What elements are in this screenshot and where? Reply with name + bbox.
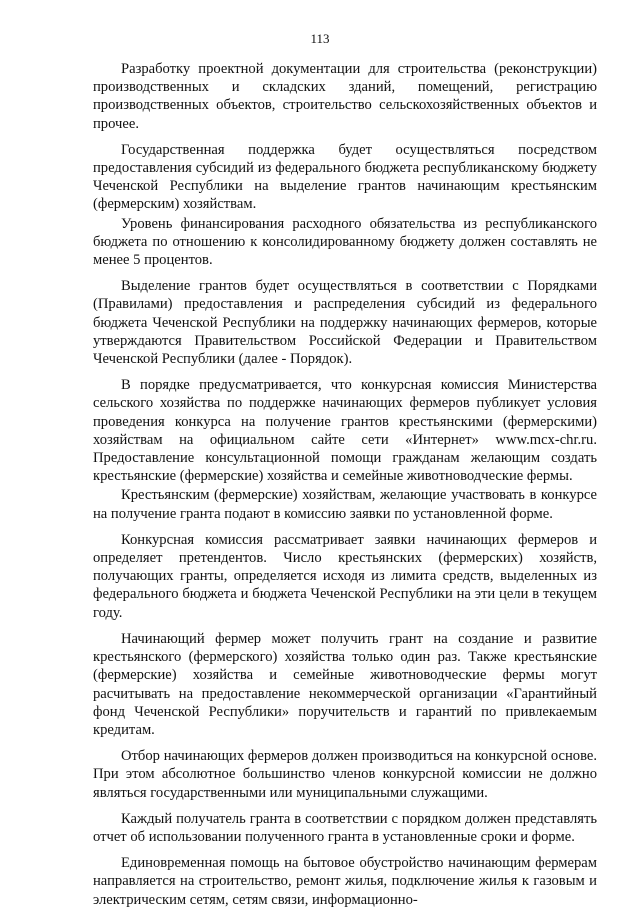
- paragraph-grant-report: Каждый получатель гранта в соответствии с порядком должен представлять отчет об использовании полученного гранта в установленные сроки и форме.: [93, 810, 597, 845]
- paragraph-state-support: Государственная поддержка будет осуществляться посредством предоставления субсидий из федерального бюджета республиканскому бюджету Чеченской Республики на выделение грантов начинающим крестьянским (фермерским) хозяйствам.: [93, 141, 597, 213]
- paragraph-household-assistance: Единовременная помощь на бытовое обустройство начинающим фермерам направляется на строительство, ремонт жилья, подключение жилья к газовым и электрическим сетям, сетям связи, информационно-: [93, 855, 597, 908]
- paragraph-commission-review: Конкурсная комиссия рассматривает заявки начинающих фермеров и определяет претендентов. Число крестьянских (фермерских) хозяйств, получающих гранты, определяется исходя из лимита средств, выделенных из федерального бюджета и бюджета Чеченской Республики на эти цели в текущем году.: [93, 531, 597, 621]
- paragraph-project-documentation: Разработку проектной документации для строительства (реконструкции) производственных и складских зданий, помещений, регистрацию производственных объектов, строительство сельскохозяйственных объектов и прочее.: [93, 61, 597, 132]
- paragraph-applications: Крестьянским (фермерские) хозяйствам, желающие участвовать в конкурсе на получение гранта подают в комиссию заявки по установленной форме.: [93, 487, 597, 522]
- paragraph-farmer-selection: Отбор начинающих фермеров должен производиться на конкурсной основе. При этом абсолютное большинство членов конкурсной комиссии не должно являться государственными или муниципальными служащими.: [93, 748, 597, 801]
- paragraph-competition-procedure: В порядке предусматривается, что конкурсная комиссия Министерства сельского хозяйства по поддержке начинающих фермеров публикует условия проведения конкурса на получение грантов крестьянскими (фермерскими) хозяйствам на официальном сайте сети «Интернет» www.mcx-chr.ru. Предоставление консультационной помощи гражданам желающим создать крестьянские (фермерские) хозяйства и семейные животноводческие фермы.: [93, 377, 597, 485]
- page-number: 113: [310, 31, 330, 46]
- paragraph-grant-allocation: Выделение грантов будет осуществляться в соответствии с Порядками (Правилами) предоставления и распределения субсидий из федерального бюджета Чеченской Республики на поддержку начинающих фермеров, которые утверждаются Правительством Российской Федерации и Правительством Чеченской Республики (далее - Порядок).: [93, 278, 597, 368]
- document-body: [93, 60, 597, 909]
- paragraph-one-time-grant: Начинающий фермер может получить грант на создание и развитие крестьянского (фермерского) хозяйства только один раз. Также крестьянские (фермерские) хозяйства и семейные животноводческие фермы могут расчитывать на предоставление некоммерческой организации «Гарантийный фонд Чеченской Республики» поручительств и гарантий по привлекаемым кредитам.: [93, 630, 597, 738]
- paragraph-financing-level: Уровень финансирования расходного обязательства из республиканского бюджета по отношению к консолидированному бюджету должен составлять не менее 5 процентов.: [93, 215, 597, 269]
